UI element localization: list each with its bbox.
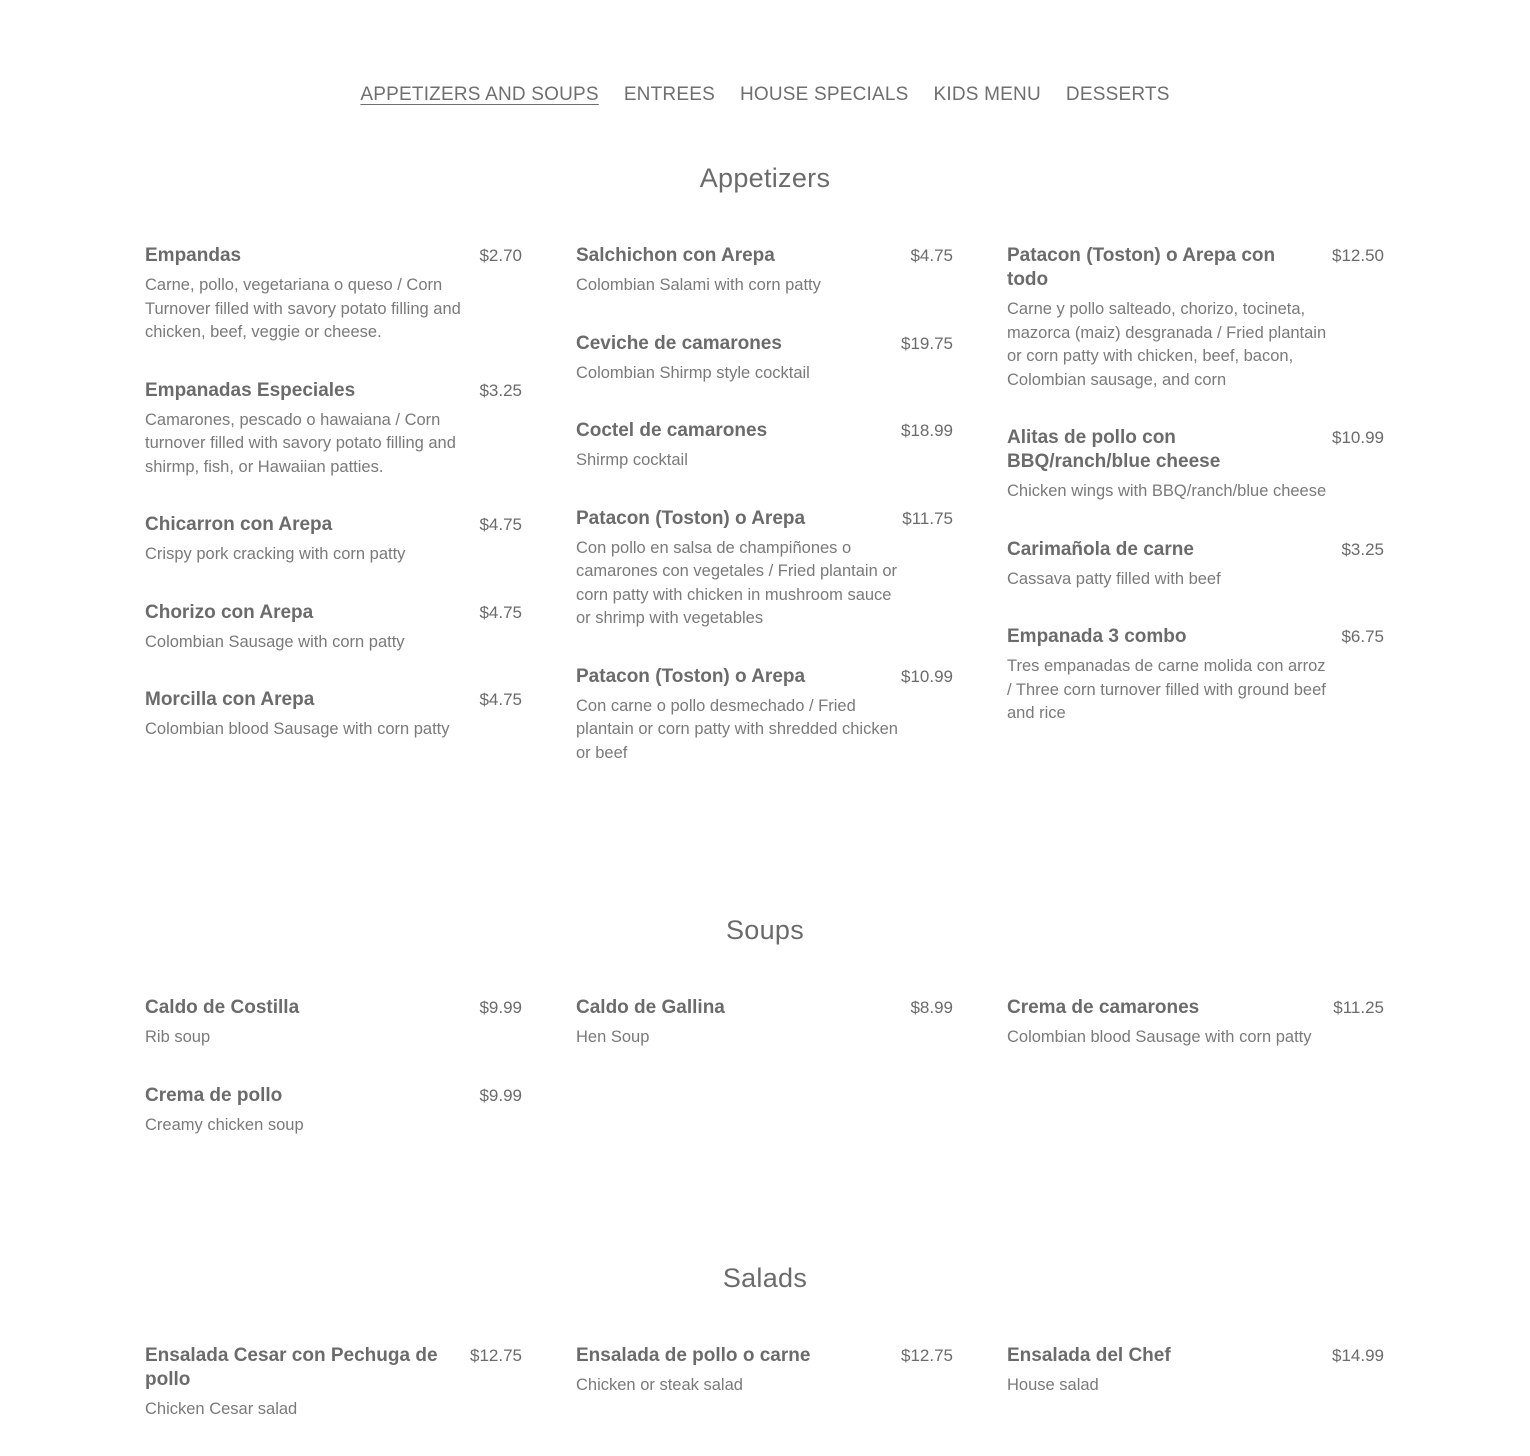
menu-item-header	[145, 379, 522, 403]
menu-item	[145, 1344, 522, 1422]
menu-item-name: Chorizo con Arepa	[145, 601, 314, 623]
menu-item-price: $2.70	[479, 246, 522, 265]
menu-item-name: Caldo de Gallina	[576, 997, 725, 1018]
soups-grid	[145, 996, 1385, 1171]
menu-item-name: Alitas de pollo con BBQ/ranch/blue cheese	[1007, 427, 1221, 472]
menu-item	[576, 507, 953, 631]
menu-item-header	[145, 513, 522, 537]
menu-item-name: Patacon (Toston) o Arepa	[576, 507, 806, 529]
menu-item-name: Ensalada del Chef	[1007, 1345, 1171, 1366]
menu-category-tabs	[0, 84, 1530, 106]
menu-item	[1007, 538, 1384, 592]
menu-item-description: Con carne o pollo desmechado / Fried plantain or corn patty with shredded chicken or beef	[576, 696, 898, 762]
appetizers-grid	[145, 244, 1385, 799]
menu-item	[145, 513, 522, 567]
menu-item-description: Colombian Shirmp style cocktail	[576, 363, 810, 382]
menu-item	[576, 996, 953, 1050]
menu-item-name: Coctel de camarones	[576, 420, 768, 441]
menu-item-description: Chicken wings with BBQ/ranch/blue cheese	[1007, 482, 1327, 500]
menu-item-header	[1007, 426, 1384, 474]
menu-item-description: Colombian blood Sausage with corn patty	[1007, 1028, 1312, 1046]
menu-item	[1007, 625, 1384, 726]
menu-item-name: Empandas	[145, 245, 242, 266]
menu-item-description: Chicken Cesar salad	[145, 1400, 298, 1418]
menu-item	[145, 601, 522, 655]
tab-appetizers-and-soups[interactable]: APPETIZERS AND SOUPS	[360, 84, 599, 105]
menu-item-price: $10.99	[901, 666, 953, 686]
menu-item-description: Cassava patty filled with beef	[1007, 569, 1221, 588]
menu-item-price: $10.99	[1332, 428, 1384, 447]
menu-item	[576, 419, 953, 473]
menu-item-name: Ensalada Cesar con Pechuga de pollo	[145, 1345, 438, 1390]
menu-item-header	[1007, 1344, 1384, 1368]
menu-item	[1007, 244, 1384, 392]
menu-item-description: Colombian blood Sausage with corn patty	[145, 720, 450, 738]
menu-item-description: Chicken or steak salad	[576, 1376, 743, 1394]
menu-item-description: House salad	[1007, 1376, 1099, 1394]
menu-column	[576, 996, 953, 1171]
menu-item-header	[145, 244, 522, 268]
menu-item-price: $4.75	[910, 246, 953, 265]
menu-item-header	[1007, 625, 1384, 649]
menu-item-name: Empanada 3 combo	[1007, 626, 1187, 647]
menu-item-description: Tres empanadas de carne molida con arroz / Three corn turnover filled with ground beef and rice	[1007, 657, 1326, 722]
menu-item-header	[576, 996, 953, 1020]
tab-entrees[interactable]: ENTREES	[623, 84, 715, 105]
menu-item-price: $3.25	[479, 380, 522, 400]
menu-item	[145, 379, 522, 480]
menu-item-price: $12.50	[1332, 246, 1384, 265]
menu-item	[145, 996, 522, 1050]
menu-item-description: Crispy pork cracking with corn patty	[145, 545, 406, 563]
menu-column	[576, 1344, 953, 1456]
menu-column	[576, 244, 953, 799]
menu-item-price: $8.99	[910, 998, 953, 1017]
menu-item	[1007, 1344, 1384, 1398]
menu-column	[1007, 1344, 1384, 1456]
salads-grid	[145, 1344, 1385, 1456]
menu-item-name: Empanadas Especiales	[145, 379, 356, 401]
menu-item-header	[1007, 538, 1384, 562]
menu-item-header	[145, 1344, 522, 1392]
menu-item-price: $18.99	[901, 421, 953, 440]
menu-item-header	[576, 244, 953, 268]
menu-item-name: Morcilla con Arepa	[145, 689, 315, 710]
menu-item	[145, 244, 522, 345]
menu-item-header	[576, 1344, 953, 1368]
tab-desserts[interactable]: DESSERTS	[1065, 84, 1170, 105]
menu-column	[145, 1344, 522, 1456]
menu-item-name: Crema de pollo	[145, 1084, 283, 1106]
menu-item-header	[145, 996, 522, 1020]
menu-item-description: Shirmp cocktail	[576, 451, 688, 469]
menu-item	[1007, 996, 1384, 1050]
menu-item-description: Con pollo en salsa de champiñones o camarones con vegetales / Fried plantain or corn patty with chicken in mushroom sauce or shrimp with vegetables	[576, 538, 898, 627]
menu-item-name: Carimañola de carne	[1007, 538, 1194, 560]
menu-item-price: $12.75	[470, 1346, 522, 1365]
menu-item-price: $3.25	[1341, 539, 1384, 559]
menu-item-price: $14.99	[1332, 1346, 1384, 1365]
menu-item-name: Chicarron con Arepa	[145, 514, 333, 535]
menu-item-header	[145, 1084, 522, 1108]
menu-item-description: Carne, pollo, vegetariana o queso / Corn Turnover filled with savory potato filling and chicken, beef, veggie or cheese.	[145, 276, 461, 341]
appetizers-section-title: Appetizers	[699, 163, 831, 193]
menu-column	[1007, 244, 1384, 799]
menu-item-price: $4.75	[479, 515, 522, 534]
menu-item	[576, 332, 953, 386]
menu-item-name: Ceviche de camarones	[576, 332, 782, 354]
menu-item-price: $11.25	[1333, 998, 1384, 1017]
soups-section-title: Soups	[725, 915, 805, 945]
menu-item	[576, 665, 953, 766]
menu-item-header	[576, 665, 953, 689]
menu-item-price: $4.75	[479, 690, 522, 709]
menu-item-header	[1007, 996, 1384, 1020]
menu-item-description: Rib soup	[145, 1028, 211, 1046]
menu-item-name: Salchichon con Arepa	[576, 245, 775, 266]
menu-item-price: $6.75	[1341, 627, 1384, 646]
menu-column	[145, 244, 522, 799]
menu-item-description: Camarones, pescado o hawaiana / Corn turnover filled with savory potato filling and shirmp, fish, or Hawaiian patties.	[145, 410, 456, 476]
menu-item-header	[576, 507, 953, 531]
menu-item-header	[576, 419, 953, 443]
menu-column	[1007, 996, 1384, 1171]
menu-item-price: $11.75	[902, 508, 953, 528]
menu-item-description: Carne y pollo salteado, chorizo, tocineta, mazorca (maiz) desgranada / Fried plantain or corn patty with chicken, beef, bacon, Colombian sausage, and corn	[1007, 300, 1327, 389]
menu-item-name: Crema de camarones	[1007, 997, 1200, 1018]
menu-item-description: Hen Soup	[576, 1028, 650, 1046]
salads-section-title: Salads	[722, 1263, 808, 1293]
menu-item-description: Colombian Salami with corn patty	[576, 276, 821, 294]
menu-item-price: $4.75	[479, 602, 522, 622]
menu-item	[1007, 426, 1384, 504]
menu-item	[145, 688, 522, 742]
menu-item	[145, 1084, 522, 1138]
menu-item	[576, 1344, 953, 1398]
menu-item-price: $9.99	[479, 1085, 522, 1105]
menu-item-price: $19.75	[901, 333, 953, 353]
tab-house-specials[interactable]: HOUSE SPECIALS	[739, 84, 909, 105]
menu-item-name: Caldo de Costilla	[145, 997, 300, 1018]
menu-item-price: $9.99	[479, 998, 522, 1017]
menu-item-header	[1007, 244, 1384, 292]
menu-item-name: Ensalada de pollo o carne	[576, 1345, 811, 1366]
menu-column	[145, 996, 522, 1171]
menu-item-name: Patacon (Toston) o Arepa	[576, 665, 806, 687]
tab-kids-menu[interactable]: KIDS MENU	[933, 84, 1041, 105]
menu-item-description: Colombian Sausage with corn patty	[145, 632, 405, 651]
menu-item-header	[145, 601, 522, 625]
menu-item-price: $12.75	[901, 1346, 953, 1365]
menu-item-description: Creamy chicken soup	[145, 1115, 304, 1134]
menu-item	[576, 244, 953, 298]
menu-item-header	[576, 332, 953, 356]
menu-item-name: Patacon (Toston) o Arepa con todo	[1007, 245, 1276, 290]
menu-item-header	[145, 688, 522, 712]
